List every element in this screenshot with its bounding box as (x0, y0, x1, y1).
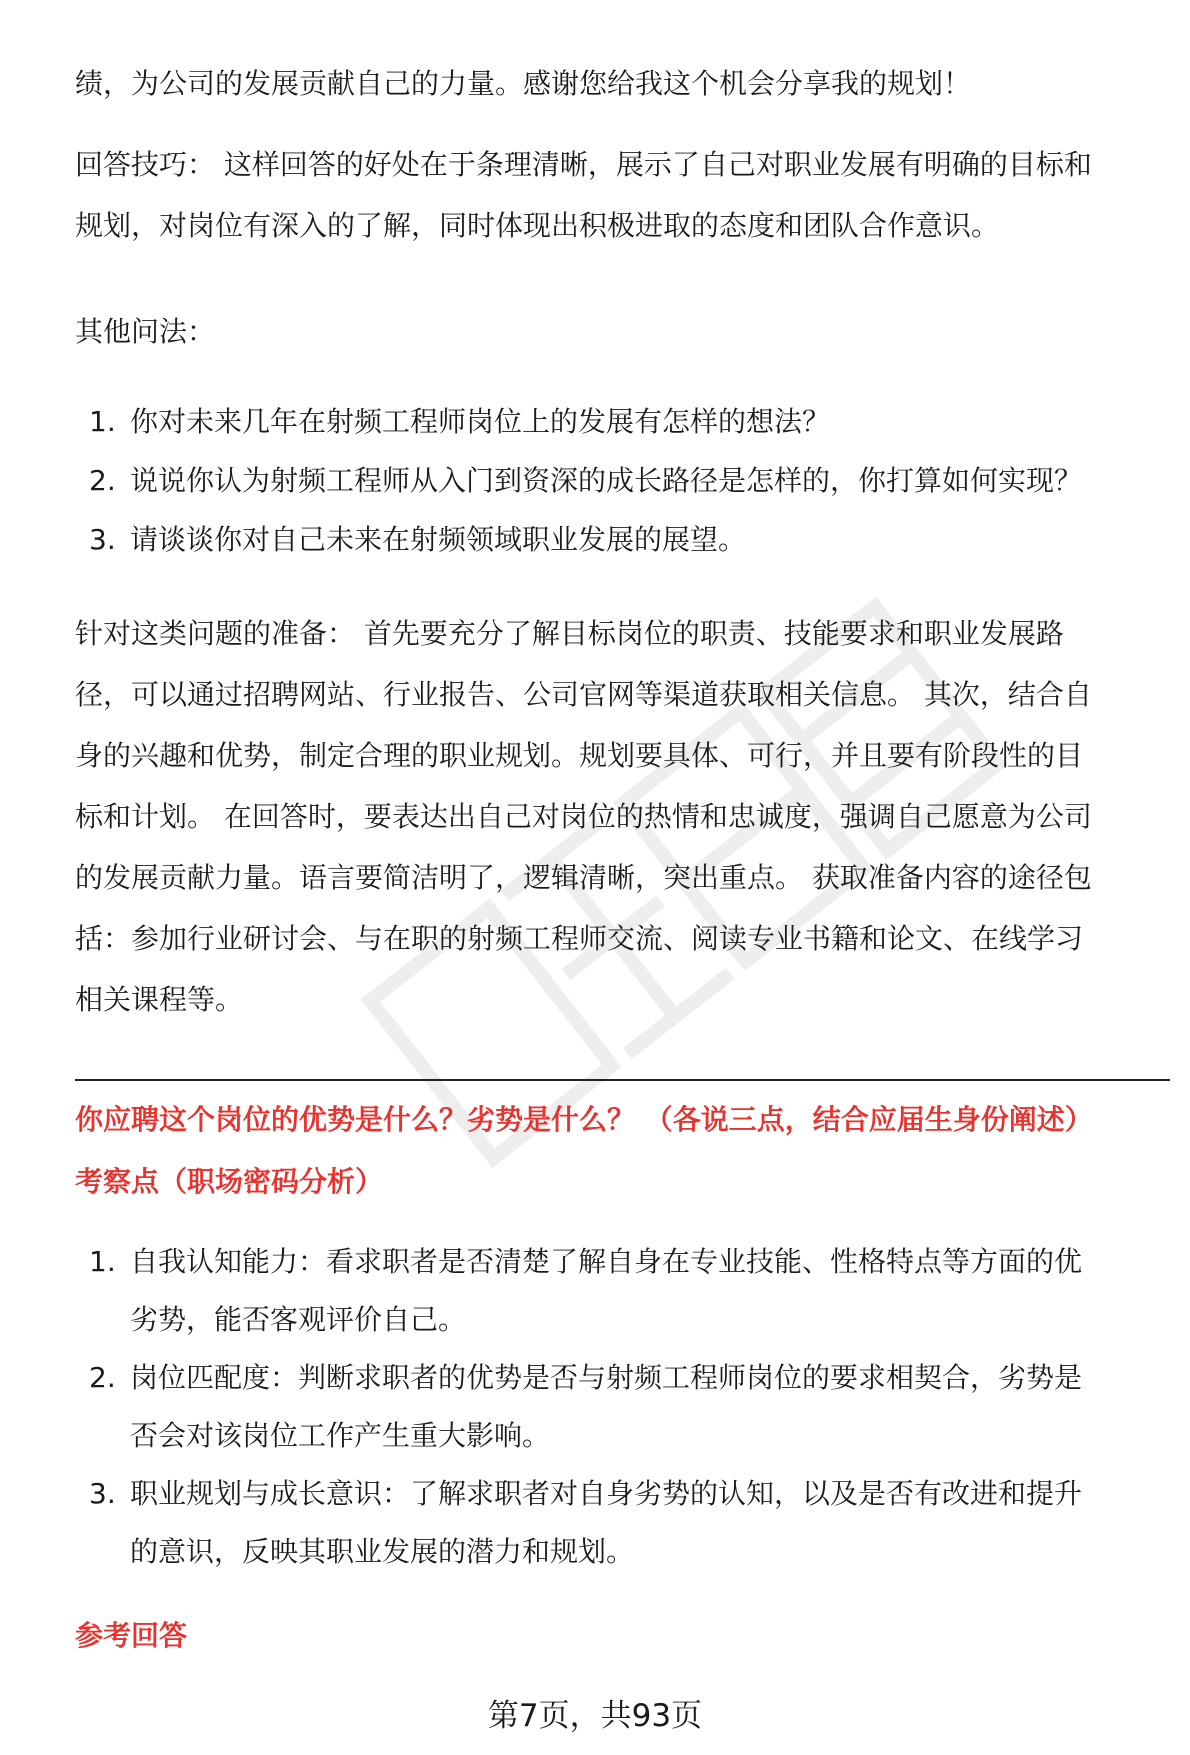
prep-line: 标和计划。 在回答时，要表达出自己对岗位的热情和忠诚度，强调自己愿意为公司 (75, 800, 1092, 833)
list-item: 2. 岗位匹配度：判断求职者的优势是否与射频工程师岗位的要求相契合，劣势是 否会对该岗位工作产生重大影响。 (89, 1361, 1083, 1452)
list-item: 1. 你对未来几年在射频工程师岗位上的发展有怎样的想法？ (89, 405, 831, 438)
prep-line: 径，可以通过招聘网站、行业报告、公司官网等渠道获取相关信息。 其次，结合自 (75, 678, 1092, 711)
prep-line: 身的兴趣和优势，制定合理的职业规划。规划要具体、可行，并且要有阶段性的目 (75, 739, 1084, 772)
other-questions-heading: 其他问法： (75, 315, 216, 348)
list-item: 3. 职业规划与成长意识：了解求职者对自身劣势的认知，以及是否有改进和提升 的意识，反映其职业发展的潜力和规划。 (89, 1477, 1083, 1568)
other-questions-list (75, 392, 1165, 569)
question-title: 你应聘这个岗位的优势是什么？劣势是什么？ （各说三点，结合应届生身份阐述） (75, 1103, 1093, 1136)
answer-heading: 参考回答 (75, 1619, 188, 1652)
tips-line: 规划，对岗位有深入的了解，同时体现出积极进取的态度和团队合作意识。 (75, 209, 1000, 242)
page-footer: 第7页，共93页 (487, 1698, 703, 1734)
prep-line: 括：参加行业研讨会、与在职的射频工程师交流、阅读专业书籍和论文、在线学习 (75, 922, 1084, 955)
preparation-paragraph (75, 603, 1165, 1030)
points-heading: 考察点（职场密码分析） (75, 1165, 384, 1198)
prep-line: 的发展贡献力量。语言要简洁明了，逻辑清晰，突出重点。 获取准备内容的途径包 (75, 861, 1092, 894)
tips-paragraph (75, 134, 1165, 256)
section-divider (75, 1079, 1170, 1081)
prep-line: 相关课程等。 (75, 983, 244, 1016)
intro-tail-paragraph: 绩，为公司的发展贡献自己的力量。感谢您给我这个机会分享我的规划！ (75, 67, 972, 100)
list-item: 2. 说说你认为射频工程师从入门到资深的成长路径是怎样的，你打算如何实现？ (89, 464, 1083, 497)
assessment-points-list (75, 1233, 1165, 1581)
tips-line: 回答技巧： 这样回答的好处在于条理清晰，展示了自己对职业发展有明确的目标和 (75, 148, 1092, 181)
list-item: 3. 请谈谈你对自己未来在射频领域职业发展的展望。 (89, 523, 747, 556)
prep-line: 针对这类问题的准备： 首先要充分了解目标岗位的职责、技能要求和职业发展路 (75, 617, 1064, 650)
list-item: 1. 自我认知能力：看求职者是否清楚了解自身在专业技能、性格特点等方面的优 劣势，能否客观评价自己。 (89, 1245, 1083, 1336)
